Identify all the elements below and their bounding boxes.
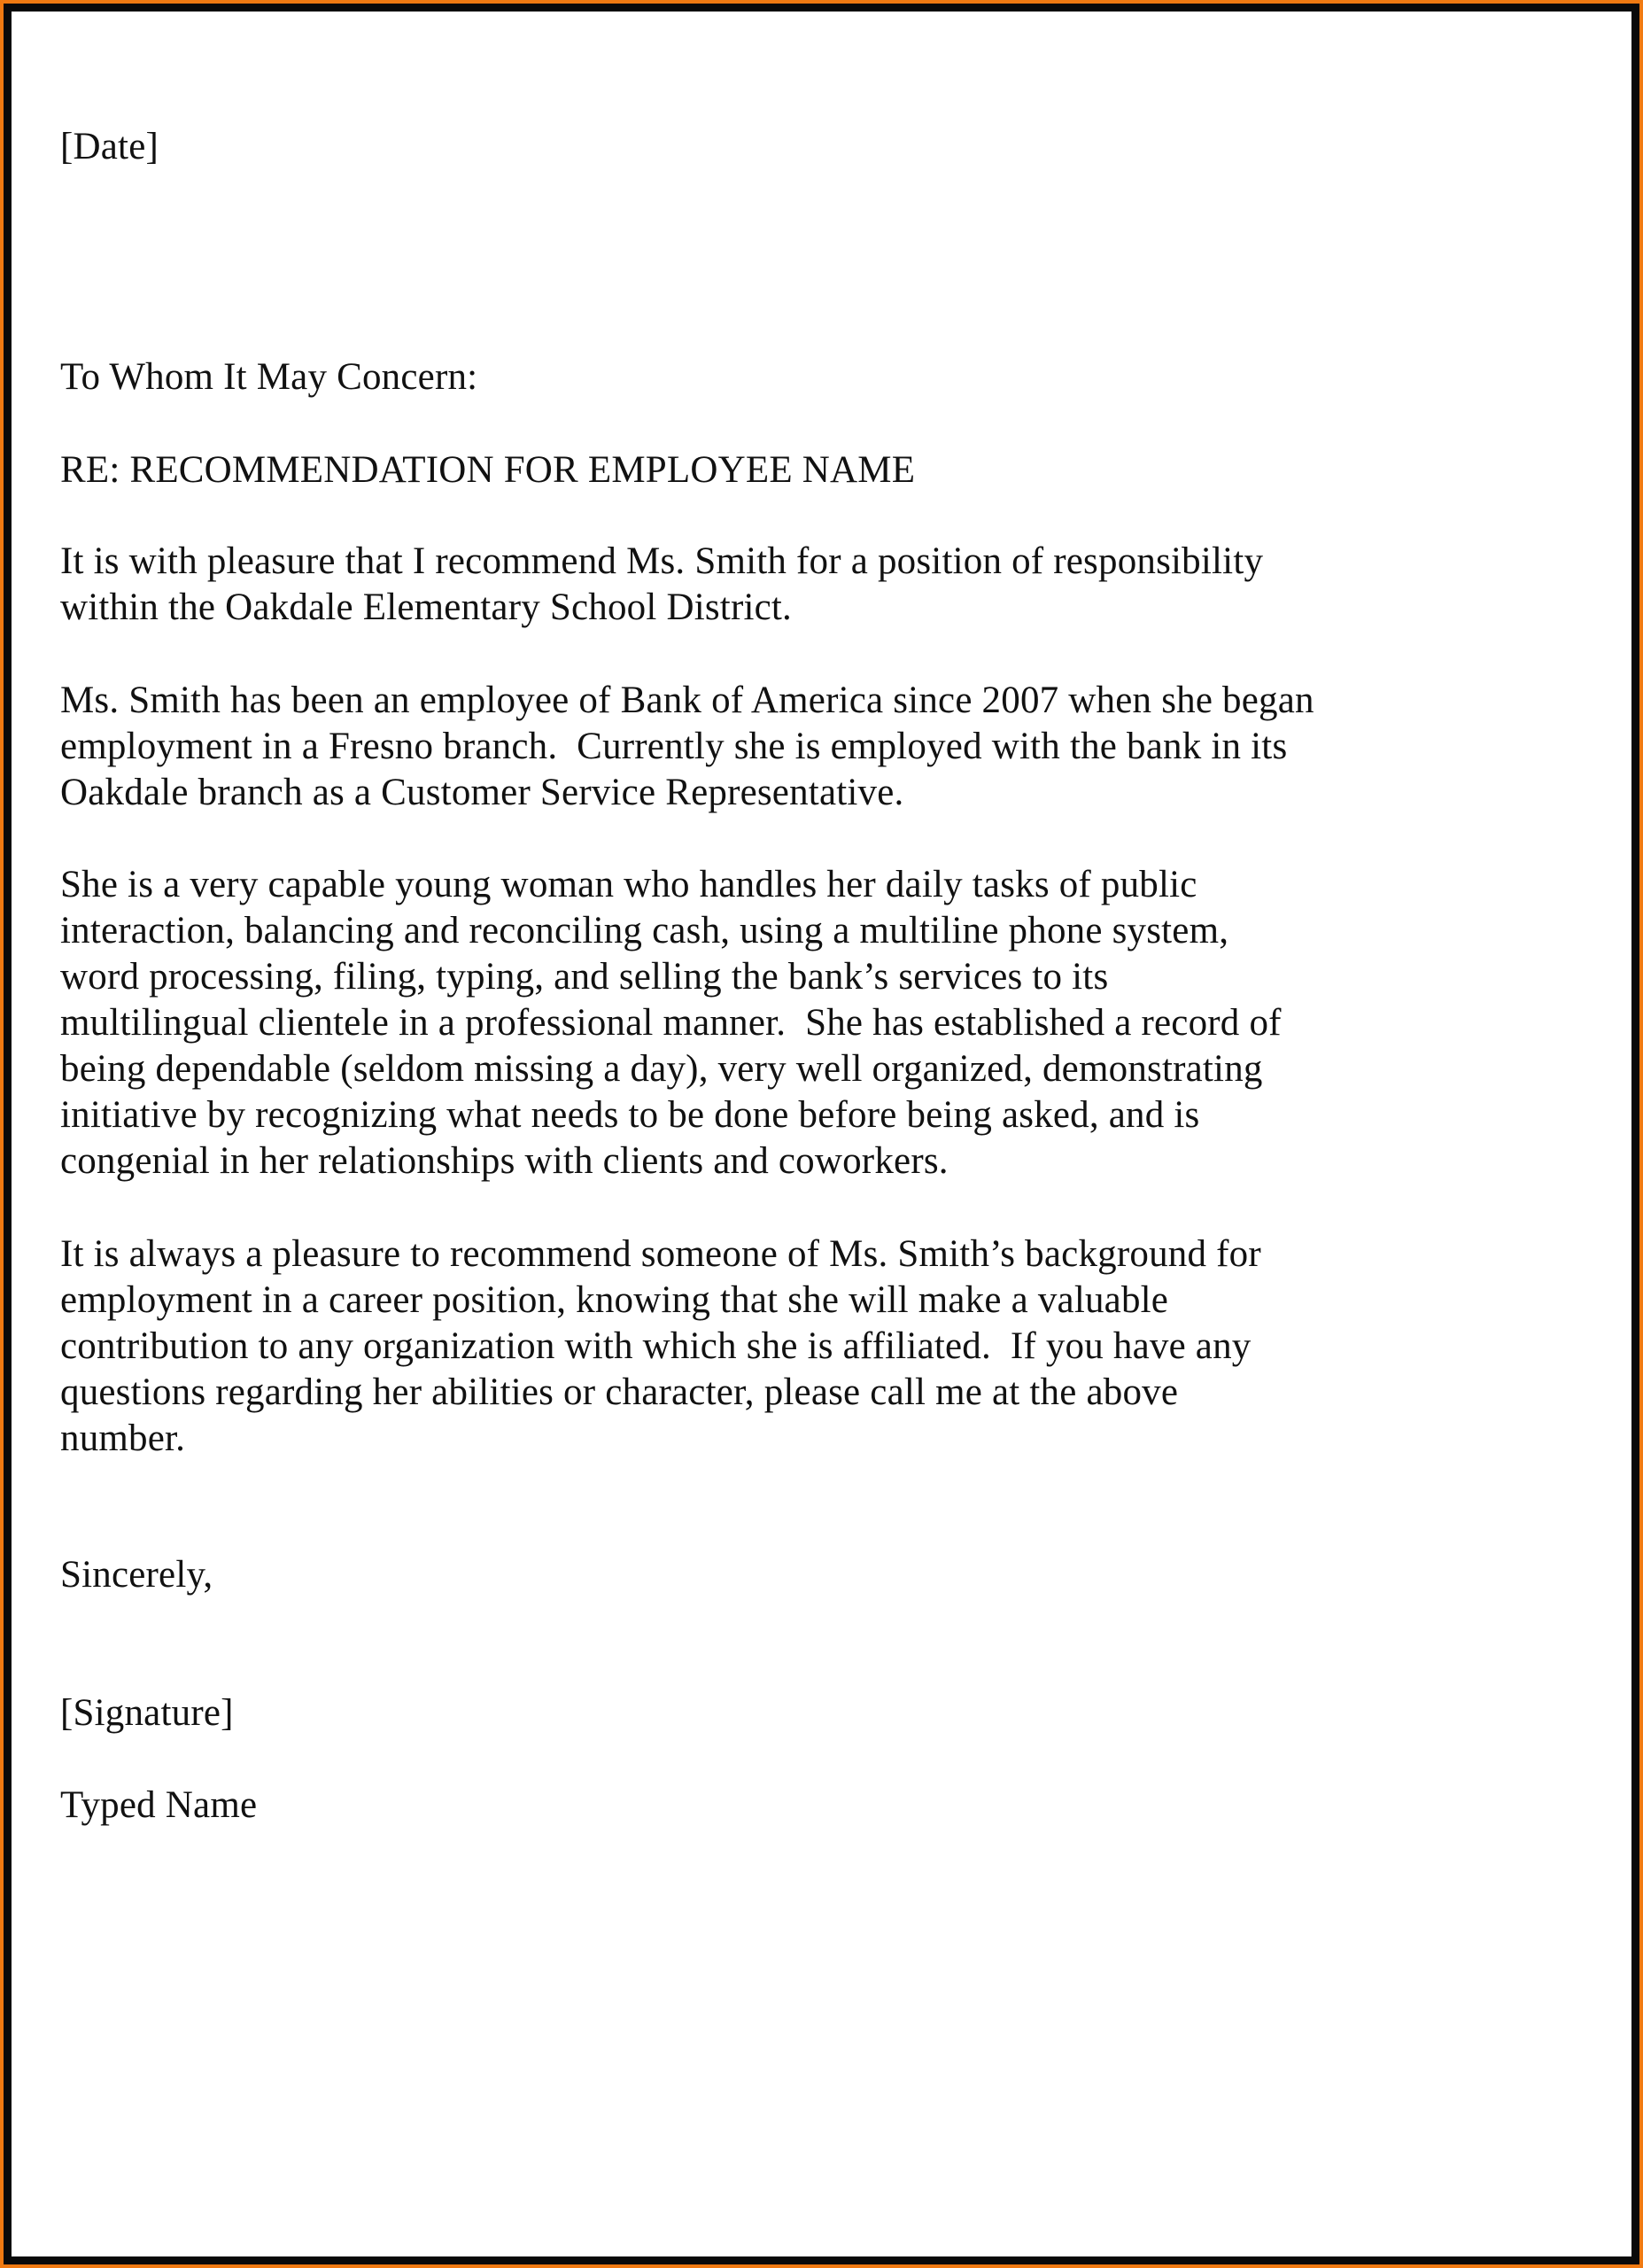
paragraph-line: She is a very capable young woman who handles her daily tasks of public <box>60 864 1197 905</box>
paragraph-line: within the Oakdale Elementary School District. <box>60 586 792 628</box>
letter-closing: Sincerely, <box>60 1554 213 1596</box>
letter-salutation: To Whom It May Concern: <box>60 356 478 398</box>
paragraph-line: being dependable (seldom missing a day), very well organized, demonstrating <box>60 1048 1263 1090</box>
letter-subject-line: RE: RECOMMENDATION FOR EMPLOYEE NAME <box>60 449 916 491</box>
letter-date: [Date] <box>60 126 159 167</box>
paragraph-line: Oakdale branch as a Customer Service Representative. <box>60 772 904 813</box>
paragraph-line: initiative by recognizing what needs to be done before being asked, and is <box>60 1094 1200 1136</box>
paragraph-intro <box>60 539 1263 631</box>
paragraph-line: interaction, balancing and reconciling cash, using a multiline phone system, <box>60 910 1229 951</box>
paragraph-line: It is always a pleasure to recommend someone of Ms. Smith’s background for <box>60 1233 1261 1275</box>
paragraph-closing-remarks <box>60 1231 1261 1462</box>
letter-signature-placeholder: [Signature] <box>60 1692 234 1734</box>
paragraph-employment-history <box>60 678 1314 816</box>
paragraph-line: number. <box>60 1418 186 1459</box>
paragraph-line: employment in a Fresno branch. Currently she is employed with the bank in its <box>60 726 1288 767</box>
paragraph-line: word processing, filing, typing, and selling the bank’s services to its <box>60 956 1109 998</box>
paragraph-qualities <box>60 862 1282 1184</box>
paragraph-line: contribution to any organization with which she is affiliated. If you have any <box>60 1325 1252 1367</box>
paragraph-line: multilingual clientele in a professional manner. She has established a record of <box>60 1002 1282 1044</box>
paragraph-line: questions regarding her abilities or character, please call me at the above <box>60 1371 1179 1413</box>
letter-typed-name: Typed Name <box>60 1784 258 1826</box>
paragraph-line: congenial in her relationships with clients and coworkers. <box>60 1140 949 1182</box>
paragraph-line: employment in a career position, knowing that she will make a valuable <box>60 1279 1169 1321</box>
paragraph-line: Ms. Smith has been an employee of Bank of America since 2007 when she began <box>60 680 1314 721</box>
paragraph-line: It is with pleasure that I recommend Ms. Smith for a position of responsibility <box>60 540 1264 582</box>
